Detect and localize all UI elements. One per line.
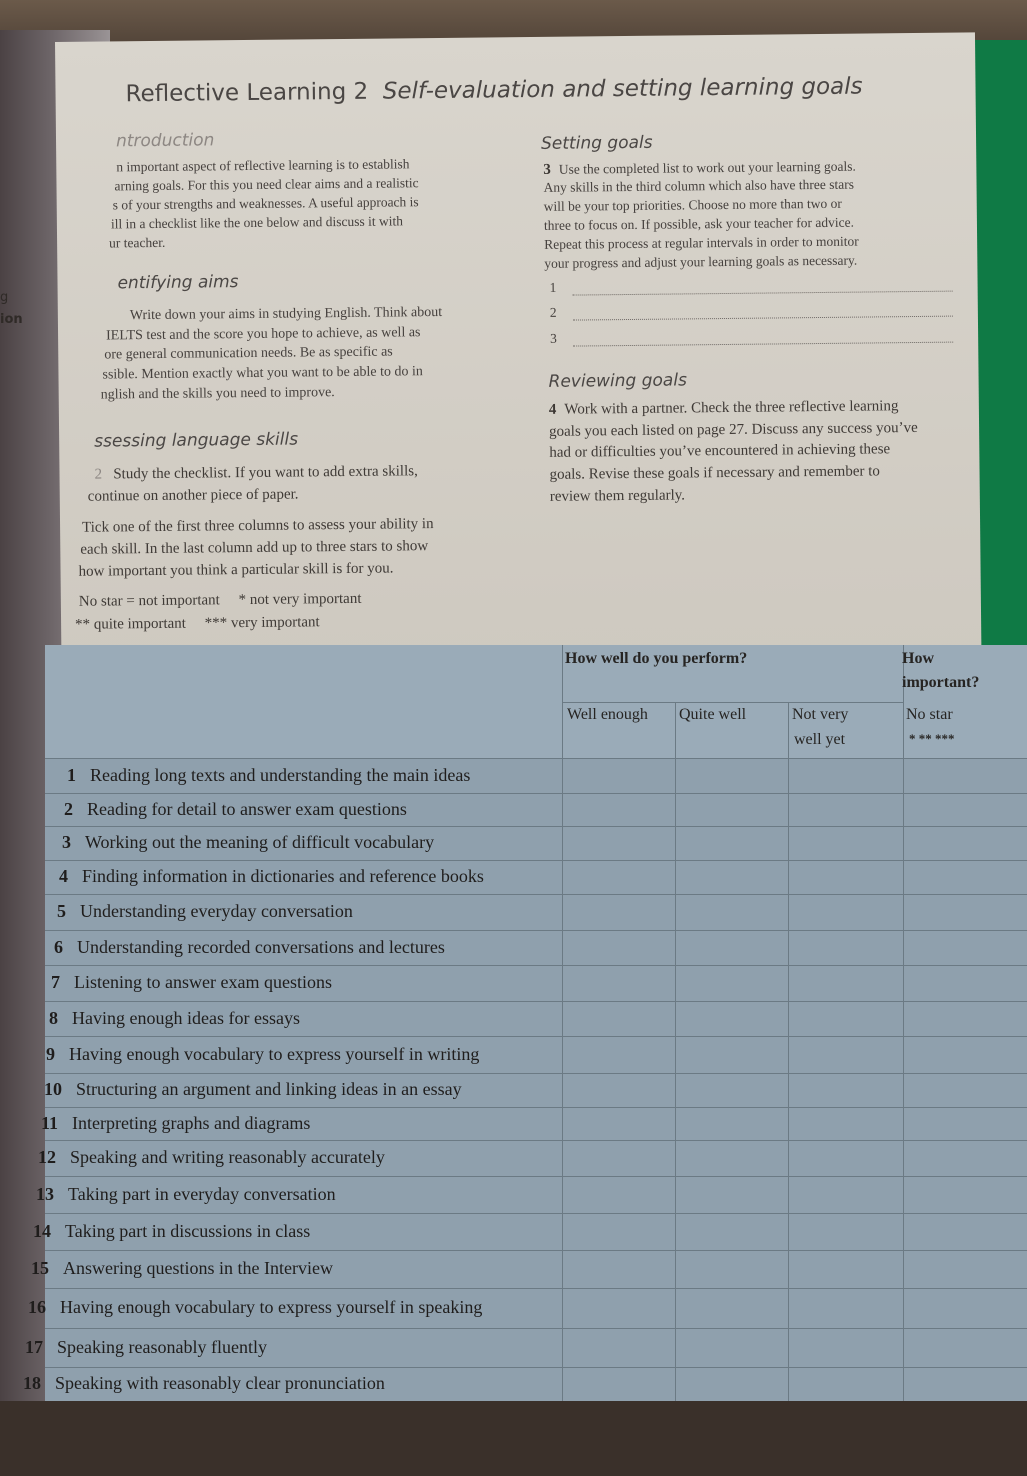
skill-text bbox=[64, 799, 407, 820]
text-line: arning goals. For this you need clear aims and a realistic bbox=[114, 175, 419, 194]
tick-cell-not-very-well[interactable] bbox=[788, 1073, 903, 1107]
tick-cell-quite-well[interactable] bbox=[675, 1367, 788, 1401]
importance-cell[interactable] bbox=[903, 758, 1027, 793]
skill-text bbox=[54, 937, 445, 958]
tick-cell-well-enough[interactable] bbox=[562, 965, 675, 1001]
tick-cell-not-very-well[interactable] bbox=[788, 1250, 903, 1288]
tick-cell-well-enough[interactable] bbox=[562, 1073, 675, 1107]
row-number: 17 bbox=[25, 1337, 43, 1357]
reviewing-line: Work with a partner. Check the three reflective learning bbox=[564, 398, 899, 418]
row-divider bbox=[45, 1036, 1027, 1037]
importance-cell[interactable] bbox=[903, 1367, 1027, 1401]
row-divider bbox=[45, 1367, 1027, 1368]
key-one-star: * not very important bbox=[238, 590, 362, 609]
row-divider bbox=[45, 894, 1027, 895]
skill-label: Finding information in dictionaries and reference books bbox=[82, 866, 484, 886]
page-title bbox=[125, 74, 862, 108]
importance-cell[interactable] bbox=[903, 965, 1027, 1001]
tick-cell-well-enough[interactable] bbox=[562, 1250, 675, 1288]
skill-label: Having enough vocabulary to express yourself in speaking bbox=[60, 1297, 483, 1317]
row-divider bbox=[45, 860, 1027, 861]
tick-cell-not-very-well[interactable] bbox=[788, 1107, 903, 1140]
skill-text bbox=[62, 832, 434, 853]
tick-cell-well-enough[interactable] bbox=[562, 860, 675, 894]
step-number: 2 bbox=[94, 466, 103, 483]
column-importance-stars: * ** *** bbox=[909, 731, 955, 746]
tick-cell-quite-well[interactable] bbox=[675, 894, 788, 930]
text-line: Write down your aims in studying English. Think about bbox=[129, 304, 443, 324]
column-quite-well: Quite well bbox=[679, 706, 747, 723]
row-number: 9 bbox=[46, 1044, 55, 1064]
left-page-fragment: g bbox=[0, 290, 9, 305]
text-line: n important aspect of reflective learning is to establish bbox=[116, 156, 410, 175]
title-plain: Reflective Learning 2 bbox=[125, 78, 369, 108]
row-number: 2 bbox=[64, 799, 73, 819]
skill-label: Structuring an argument and linking ideas in an essay bbox=[76, 1079, 462, 1099]
skill-label: Taking part in everyday conversation bbox=[68, 1184, 336, 1204]
table-row bbox=[45, 1073, 1027, 1107]
tick-cell-well-enough[interactable] bbox=[562, 1001, 675, 1036]
setting-goals-heading: Setting goals bbox=[540, 132, 653, 154]
row-number: 4 bbox=[59, 866, 68, 886]
row-number: 16 bbox=[28, 1297, 46, 1317]
table-row bbox=[45, 894, 1027, 930]
tick-cell-quite-well[interactable] bbox=[675, 1073, 788, 1107]
tick-cell-not-very-well[interactable] bbox=[788, 1328, 903, 1367]
skill-label: Having enough vocabulary to express yourself in writing bbox=[69, 1044, 480, 1064]
introduction-heading: ntroduction bbox=[115, 130, 215, 152]
tick-cell-well-enough[interactable] bbox=[562, 1107, 675, 1140]
text-line: how important you think a particular skill is for you. bbox=[78, 560, 394, 580]
skill-label: Answering questions in the Interview bbox=[63, 1258, 333, 1278]
text-line: had or difficulties you’ve encountered in achieving these bbox=[549, 441, 891, 461]
importance-cell[interactable] bbox=[903, 1036, 1027, 1073]
tick-cell-not-very-well[interactable] bbox=[788, 894, 903, 930]
row-number: 15 bbox=[31, 1258, 49, 1278]
goal-number: 1 bbox=[549, 279, 557, 295]
text-line: will be your top priorities. Choose no more than two or bbox=[543, 195, 842, 214]
goal-blank-line[interactable] bbox=[573, 315, 953, 321]
row-divider bbox=[45, 1073, 1027, 1074]
table-row bbox=[31, 1250, 1027, 1288]
text-line: your progress and adjust your learning goals as necessary. bbox=[544, 252, 858, 271]
step-number: 4 bbox=[548, 401, 557, 418]
skill-text bbox=[59, 866, 484, 887]
row-number: 12 bbox=[38, 1147, 56, 1167]
key-line-1 bbox=[79, 591, 362, 611]
text-line: goals you each listed on page 27. Discuss any success you’ve bbox=[549, 419, 918, 440]
tick-cell-quite-well[interactable] bbox=[675, 758, 788, 793]
skill-label: Interpreting graphs and diagrams bbox=[72, 1113, 311, 1133]
key-line-2 bbox=[75, 614, 320, 634]
setting-step bbox=[543, 159, 856, 179]
importance-cell[interactable] bbox=[903, 826, 1027, 860]
tick-cell-not-very-well[interactable] bbox=[788, 1176, 903, 1213]
skill-text bbox=[31, 1258, 333, 1279]
key-three-star: *** very important bbox=[204, 614, 320, 632]
table-row bbox=[36, 1176, 1027, 1213]
tick-cell-well-enough[interactable] bbox=[562, 930, 675, 965]
table-row bbox=[33, 1213, 1027, 1250]
reviewing-step bbox=[549, 398, 899, 419]
row-divider bbox=[45, 1140, 1027, 1141]
skill-text bbox=[44, 1079, 462, 1100]
skill-label: Taking part in discussions in class bbox=[65, 1221, 311, 1241]
skill-text bbox=[23, 1373, 385, 1394]
tick-cell-not-very-well[interactable] bbox=[788, 826, 903, 860]
tick-cell-quite-well[interactable] bbox=[675, 930, 788, 965]
identifying-heading: entifying aims bbox=[117, 272, 239, 294]
tick-cell-quite-well[interactable] bbox=[675, 1140, 788, 1176]
table-row bbox=[38, 1140, 1027, 1176]
tick-cell-quite-well[interactable] bbox=[675, 1107, 788, 1140]
table-row bbox=[28, 1288, 1027, 1328]
tick-cell-quite-well[interactable] bbox=[675, 826, 788, 860]
importance-cell[interactable] bbox=[903, 1073, 1027, 1107]
row-divider bbox=[45, 1001, 1027, 1002]
skill-label: Understanding everyday conversation bbox=[80, 901, 353, 921]
text-line: Tick one of the first three columns to assess your ability in bbox=[82, 516, 434, 536]
text-line: nglish and the skills you need to improve. bbox=[100, 385, 335, 403]
tick-cell-well-enough[interactable] bbox=[562, 894, 675, 930]
table-row bbox=[45, 965, 1027, 1001]
tick-cell-well-enough[interactable] bbox=[562, 1213, 675, 1250]
goal-blank-line[interactable] bbox=[573, 290, 953, 296]
column-well-enough: Well enough bbox=[567, 706, 648, 723]
tick-cell-well-enough[interactable] bbox=[562, 793, 675, 826]
step-number: 3 bbox=[543, 161, 551, 178]
assessing-heading: ssessing language skills bbox=[94, 429, 299, 452]
importance-cell[interactable] bbox=[903, 1107, 1027, 1140]
importance-cell[interactable] bbox=[903, 1213, 1027, 1250]
row-number: 11 bbox=[41, 1113, 59, 1133]
reviewing-goals-heading: Reviewing goals bbox=[548, 370, 687, 392]
row-number: 18 bbox=[23, 1373, 41, 1393]
tick-cell-quite-well[interactable] bbox=[675, 1213, 788, 1250]
header-important: How bbox=[902, 650, 934, 667]
importance-cell[interactable] bbox=[903, 930, 1027, 965]
row-number: 3 bbox=[62, 832, 71, 852]
row-divider bbox=[45, 1250, 1027, 1251]
importance-cell[interactable] bbox=[903, 1176, 1027, 1213]
header-divider bbox=[562, 702, 903, 703]
goal-number: 2 bbox=[549, 304, 557, 320]
tick-cell-quite-well[interactable] bbox=[675, 860, 788, 894]
row-number: 7 bbox=[51, 972, 60, 992]
assessing-line: Study the checklist. If you want to add extra skills, bbox=[113, 463, 418, 483]
table-row bbox=[25, 1328, 1027, 1367]
text-line: each skill. In the last column add up to three stars to show bbox=[80, 538, 429, 558]
skill-label: Reading long texts and understanding the main ideas bbox=[90, 765, 471, 785]
row-divider bbox=[45, 793, 1027, 794]
row-divider bbox=[45, 965, 1027, 966]
table-row bbox=[45, 826, 1027, 860]
tick-cell-not-very-well[interactable] bbox=[788, 793, 903, 826]
skills-checklist-table bbox=[23, 645, 1027, 1401]
table-row bbox=[23, 1367, 1027, 1401]
skill-label: Speaking and writing reasonably accurately bbox=[70, 1147, 385, 1167]
text-line: s of your strengths and weaknesses. A useful approach is bbox=[112, 194, 419, 213]
importance-cell[interactable] bbox=[903, 1140, 1027, 1176]
table-row bbox=[45, 758, 1027, 793]
tick-cell-not-very-well[interactable] bbox=[788, 930, 903, 965]
skill-text bbox=[51, 972, 332, 993]
importance-cell[interactable] bbox=[903, 1288, 1027, 1328]
skill-label: Working out the meaning of difficult vocabulary bbox=[85, 832, 435, 852]
row-number: 14 bbox=[33, 1221, 51, 1241]
tick-cell-quite-well[interactable] bbox=[675, 1250, 788, 1288]
importance-cell[interactable] bbox=[903, 1250, 1027, 1288]
skill-text bbox=[49, 1008, 300, 1029]
importance-cell[interactable] bbox=[903, 1328, 1027, 1367]
left-page-fragment: ion bbox=[0, 312, 23, 327]
goal-blank-line[interactable] bbox=[573, 341, 953, 347]
tick-cell-well-enough[interactable] bbox=[562, 826, 675, 860]
tick-cell-not-very-well[interactable] bbox=[788, 758, 903, 793]
column-not-very-well: Not very bbox=[792, 706, 849, 723]
text-line: IELTS test and the score you hope to achieve, as well as bbox=[106, 325, 421, 344]
tick-cell-not-very-well[interactable] bbox=[788, 1140, 903, 1176]
row-divider bbox=[45, 1213, 1027, 1214]
tick-cell-well-enough[interactable] bbox=[562, 1288, 675, 1328]
tick-cell-well-enough[interactable] bbox=[562, 758, 675, 793]
key-no-star: No star = not important bbox=[78, 592, 220, 610]
tick-cell-not-very-well[interactable] bbox=[788, 965, 903, 1001]
table-row bbox=[45, 860, 1027, 894]
tick-cell-well-enough[interactable] bbox=[562, 1328, 675, 1367]
table-row bbox=[41, 1107, 1027, 1140]
row-divider bbox=[45, 1288, 1027, 1289]
text-line: ssible. Mention exactly what you want to be able to do in bbox=[102, 364, 423, 383]
row-divider bbox=[45, 1176, 1027, 1177]
tick-cell-not-very-well[interactable] bbox=[788, 1213, 903, 1250]
skill-text bbox=[36, 1184, 336, 1205]
importance-cell[interactable] bbox=[903, 793, 1027, 826]
text-line: ore general communication needs. Be as specific as bbox=[104, 344, 393, 363]
skill-text bbox=[38, 1147, 385, 1168]
skill-text bbox=[25, 1337, 267, 1358]
tick-cell-quite-well[interactable] bbox=[675, 1036, 788, 1073]
tick-cell-well-enough[interactable] bbox=[562, 1176, 675, 1213]
row-number: 10 bbox=[44, 1079, 62, 1099]
table-row bbox=[45, 1001, 1027, 1036]
skill-label: Understanding recorded conversations and lectures bbox=[77, 937, 445, 957]
text-line: Any skills in the third column which also have three stars bbox=[543, 176, 855, 195]
tick-cell-well-enough[interactable] bbox=[562, 1036, 675, 1073]
row-divider bbox=[45, 1328, 1027, 1329]
skill-label: Reading for detail to answer exam questions bbox=[87, 799, 407, 819]
tick-cell-not-very-well[interactable] bbox=[788, 1001, 903, 1036]
skill-label: Listening to answer exam questions bbox=[74, 972, 332, 992]
importance-cell[interactable] bbox=[903, 894, 1027, 930]
text-line: goals. Revise these goals if necessary and remember to bbox=[549, 463, 880, 483]
assessing-step bbox=[94, 463, 417, 483]
row-divider bbox=[45, 826, 1027, 827]
row-divider bbox=[45, 758, 1027, 759]
tick-cell-quite-well[interactable] bbox=[675, 965, 788, 1001]
assessing-line: continue on another piece of paper. bbox=[87, 486, 299, 505]
row-number: 1 bbox=[67, 765, 76, 785]
tick-cell-quite-well[interactable] bbox=[675, 1288, 788, 1328]
tick-cell-well-enough[interactable] bbox=[562, 1367, 675, 1401]
tick-cell-quite-well[interactable] bbox=[675, 1001, 788, 1036]
row-divider bbox=[45, 1107, 1027, 1108]
skill-text bbox=[57, 901, 353, 922]
skill-text bbox=[33, 1221, 310, 1242]
tick-cell-not-very-well[interactable] bbox=[788, 1367, 903, 1401]
text-line: ur teacher. bbox=[109, 234, 166, 251]
importance-cell[interactable] bbox=[903, 860, 1027, 894]
skill-text bbox=[67, 765, 470, 786]
text-line: ill in a checklist like the one below and discuss it with bbox=[110, 213, 404, 232]
skill-text bbox=[28, 1297, 482, 1318]
skill-text bbox=[41, 1113, 310, 1134]
tick-cell-not-very-well[interactable] bbox=[788, 1288, 903, 1328]
skill-label: Speaking reasonably fluently bbox=[57, 1337, 267, 1357]
skill-text bbox=[46, 1044, 479, 1065]
table-row bbox=[45, 930, 1027, 965]
row-number: 6 bbox=[54, 937, 63, 957]
skill-label: Having enough ideas for essays bbox=[72, 1008, 300, 1028]
tick-cell-not-very-well[interactable] bbox=[788, 1036, 903, 1073]
tick-cell-quite-well[interactable] bbox=[675, 793, 788, 826]
text-line: review them regularly. bbox=[549, 487, 686, 505]
tick-cell-quite-well[interactable] bbox=[675, 1176, 788, 1213]
row-number: 5 bbox=[57, 901, 66, 921]
background-below-book bbox=[0, 1401, 1027, 1476]
key-two-star: ** quite important bbox=[75, 615, 187, 633]
row-number: 13 bbox=[36, 1184, 54, 1204]
text-line: three to focus on. If possible, ask your teacher for advice. bbox=[543, 214, 855, 233]
setting-line: Use the completed list to work out your learning goals. bbox=[558, 158, 856, 177]
text-line: Repeat this process at regular intervals in order to monitor bbox=[544, 233, 859, 252]
column-not-very-well: well yet bbox=[794, 731, 846, 748]
importance-cell[interactable] bbox=[903, 1001, 1027, 1036]
title-italic: Self-evaluation and setting learning goals bbox=[382, 73, 863, 105]
header-important: important? bbox=[902, 674, 980, 691]
tick-cell-quite-well[interactable] bbox=[675, 1328, 788, 1367]
table-row bbox=[45, 1036, 1027, 1073]
tick-cell-well-enough[interactable] bbox=[562, 1140, 675, 1176]
goal-number: 3 bbox=[550, 330, 557, 346]
tick-cell-not-very-well[interactable] bbox=[788, 860, 903, 894]
row-divider bbox=[45, 930, 1027, 931]
table-row bbox=[45, 793, 1027, 826]
skill-label: Speaking with reasonably clear pronunciation bbox=[55, 1373, 385, 1393]
column-importance: No star bbox=[906, 706, 953, 723]
header-perform: How well do you perform? bbox=[565, 650, 748, 667]
row-number: 8 bbox=[49, 1008, 58, 1028]
